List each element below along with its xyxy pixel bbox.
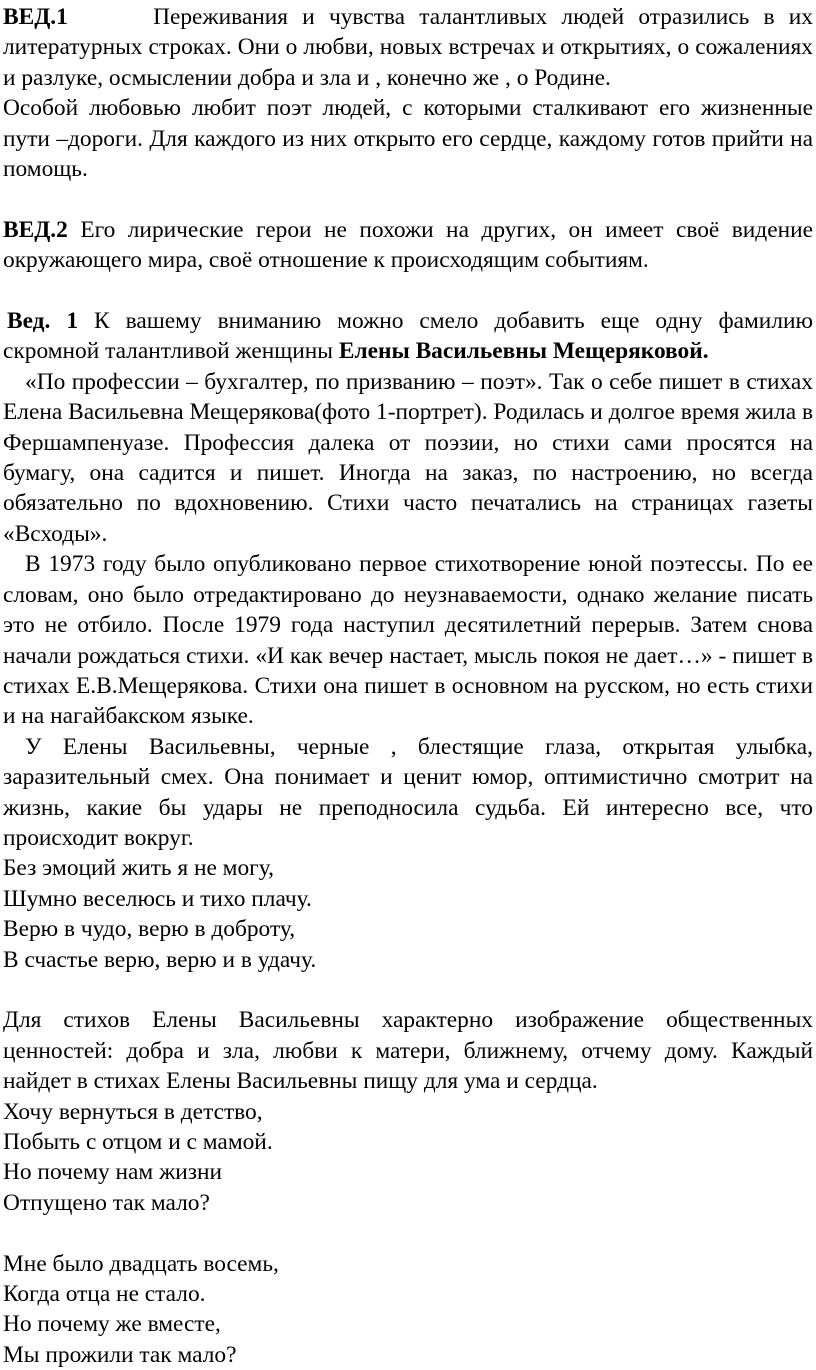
poem-line: Но почему нам жизни (3, 1159, 223, 1186)
body-paragraph-2: В 1973 году было опубликовано первое стихотворение юной поэтессы. По ее словам, оно было отредактировано до неузнаваемости, однако желание писать это не отбило. После 1979 года наступил десятилетний перерыв. Затем снова начали рождаться стихи. «И как вечер настает, мысль покоя не дает…» - пишет в стихах Е.В.Мещерякова. Стихи она пишет в основном на русском, но есть стихи и на нагайбакском языке. (3, 551, 813, 730)
ved1-paragraph-2: Особой любовью любит поэт людей, с которыми сталкивают его жизненные пути –дороги. Для каждого из них открыто его сердце, каждому готов прийти на помощь. (3, 95, 813, 183)
poem-line: Когда отца не стало. (3, 1281, 206, 1307)
ved1-paragraph (3, 2, 813, 93)
poem-line: Хочу вернуться в детство, (3, 1098, 263, 1125)
body-paragraph-1: «По профессии – бухгалтер, по призванию – поэт». Так о себе пишет в стихах Елена Васильевна Мещерякова(фото 1-портрет). Родилась и долгое время жила в Фершампенуазе. Профессия далека от поэзии, но стихи сами просятся на бумагу, она садится и пишет. Иногда на заказ, по настроению, но всегда обязательно по вдохновению. Стихи часто печатались на страницах газеты «Всходы». (3, 368, 813, 547)
poem-line: Шумно веселюсь и тихо плачу. (3, 885, 312, 912)
poem-1 (3, 853, 813, 975)
poem-2 (3, 1097, 813, 1219)
poem-line: Без эмоций жить я не могу, (3, 855, 274, 882)
poem-line: Побыть с отцом и с мамой. (3, 1128, 273, 1155)
blank-line (3, 975, 813, 1005)
body-paragraph-4: Для стихов Елены Васильевны характерно изображение общественных ценностей: добра и зла, любви к матери, ближнему, отчему дому. Каждый найдет в стихах Елены Васильевны пищу для ума и сердца. (3, 1007, 813, 1095)
poem-3 (3, 1249, 813, 1370)
poem-line: Отпущено так мало? (3, 1189, 210, 1216)
blank-line (3, 276, 813, 306)
document-page (0, 2, 816, 1370)
poet-name: Елены Васильевны Мещеряковой. (338, 338, 709, 365)
ved1b-paragraph (3, 306, 813, 367)
body-paragraph-3: У Елены Васильевны, черные , блестящие глаза, открытая улыбка, заразительный смех. Она понимает и ценит юмор, оптимистично смотрит на жизнь, какие бы удары не преподносила судьба. Ей интересно все, что происходит вокруг. (3, 733, 813, 851)
ved1b-text: К вашему вниманию можно смело добавить еще одну фамилию скромной талантливой женщины (3, 308, 813, 365)
poem-line: Верю в чудо, верю в доброту, (3, 916, 296, 943)
poem-line: В счастье верю, верю и в удачу. (3, 946, 317, 973)
poem-line: Мы прожили так мало? (3, 1341, 237, 1368)
blank-line (3, 184, 813, 214)
blank-line (3, 1218, 813, 1248)
ved2-paragraph (3, 215, 813, 276)
poem-line: Но почему же вместе, (3, 1311, 221, 1338)
ved1b-label: Вед. 1 (7, 308, 79, 335)
ved1-label: ВЕД.1 (3, 4, 68, 30)
ved2-text: Его лирические герои не похожи на других, он имеет своё видение окружающего мира, своё отношение к происходящим событиям. (3, 216, 814, 274)
ved1-text: Переживания и чувства талантливых людей отразились в их литературных строках. Они о любви, новых встречах и открытиях, о сожалениях и разлуке, осмыслении добра и зла и , конечно же , о Родине. (3, 4, 813, 91)
poem-line: Мне было двадцать восемь, (3, 1250, 279, 1277)
ved2-label: ВЕД.2 (3, 216, 68, 243)
